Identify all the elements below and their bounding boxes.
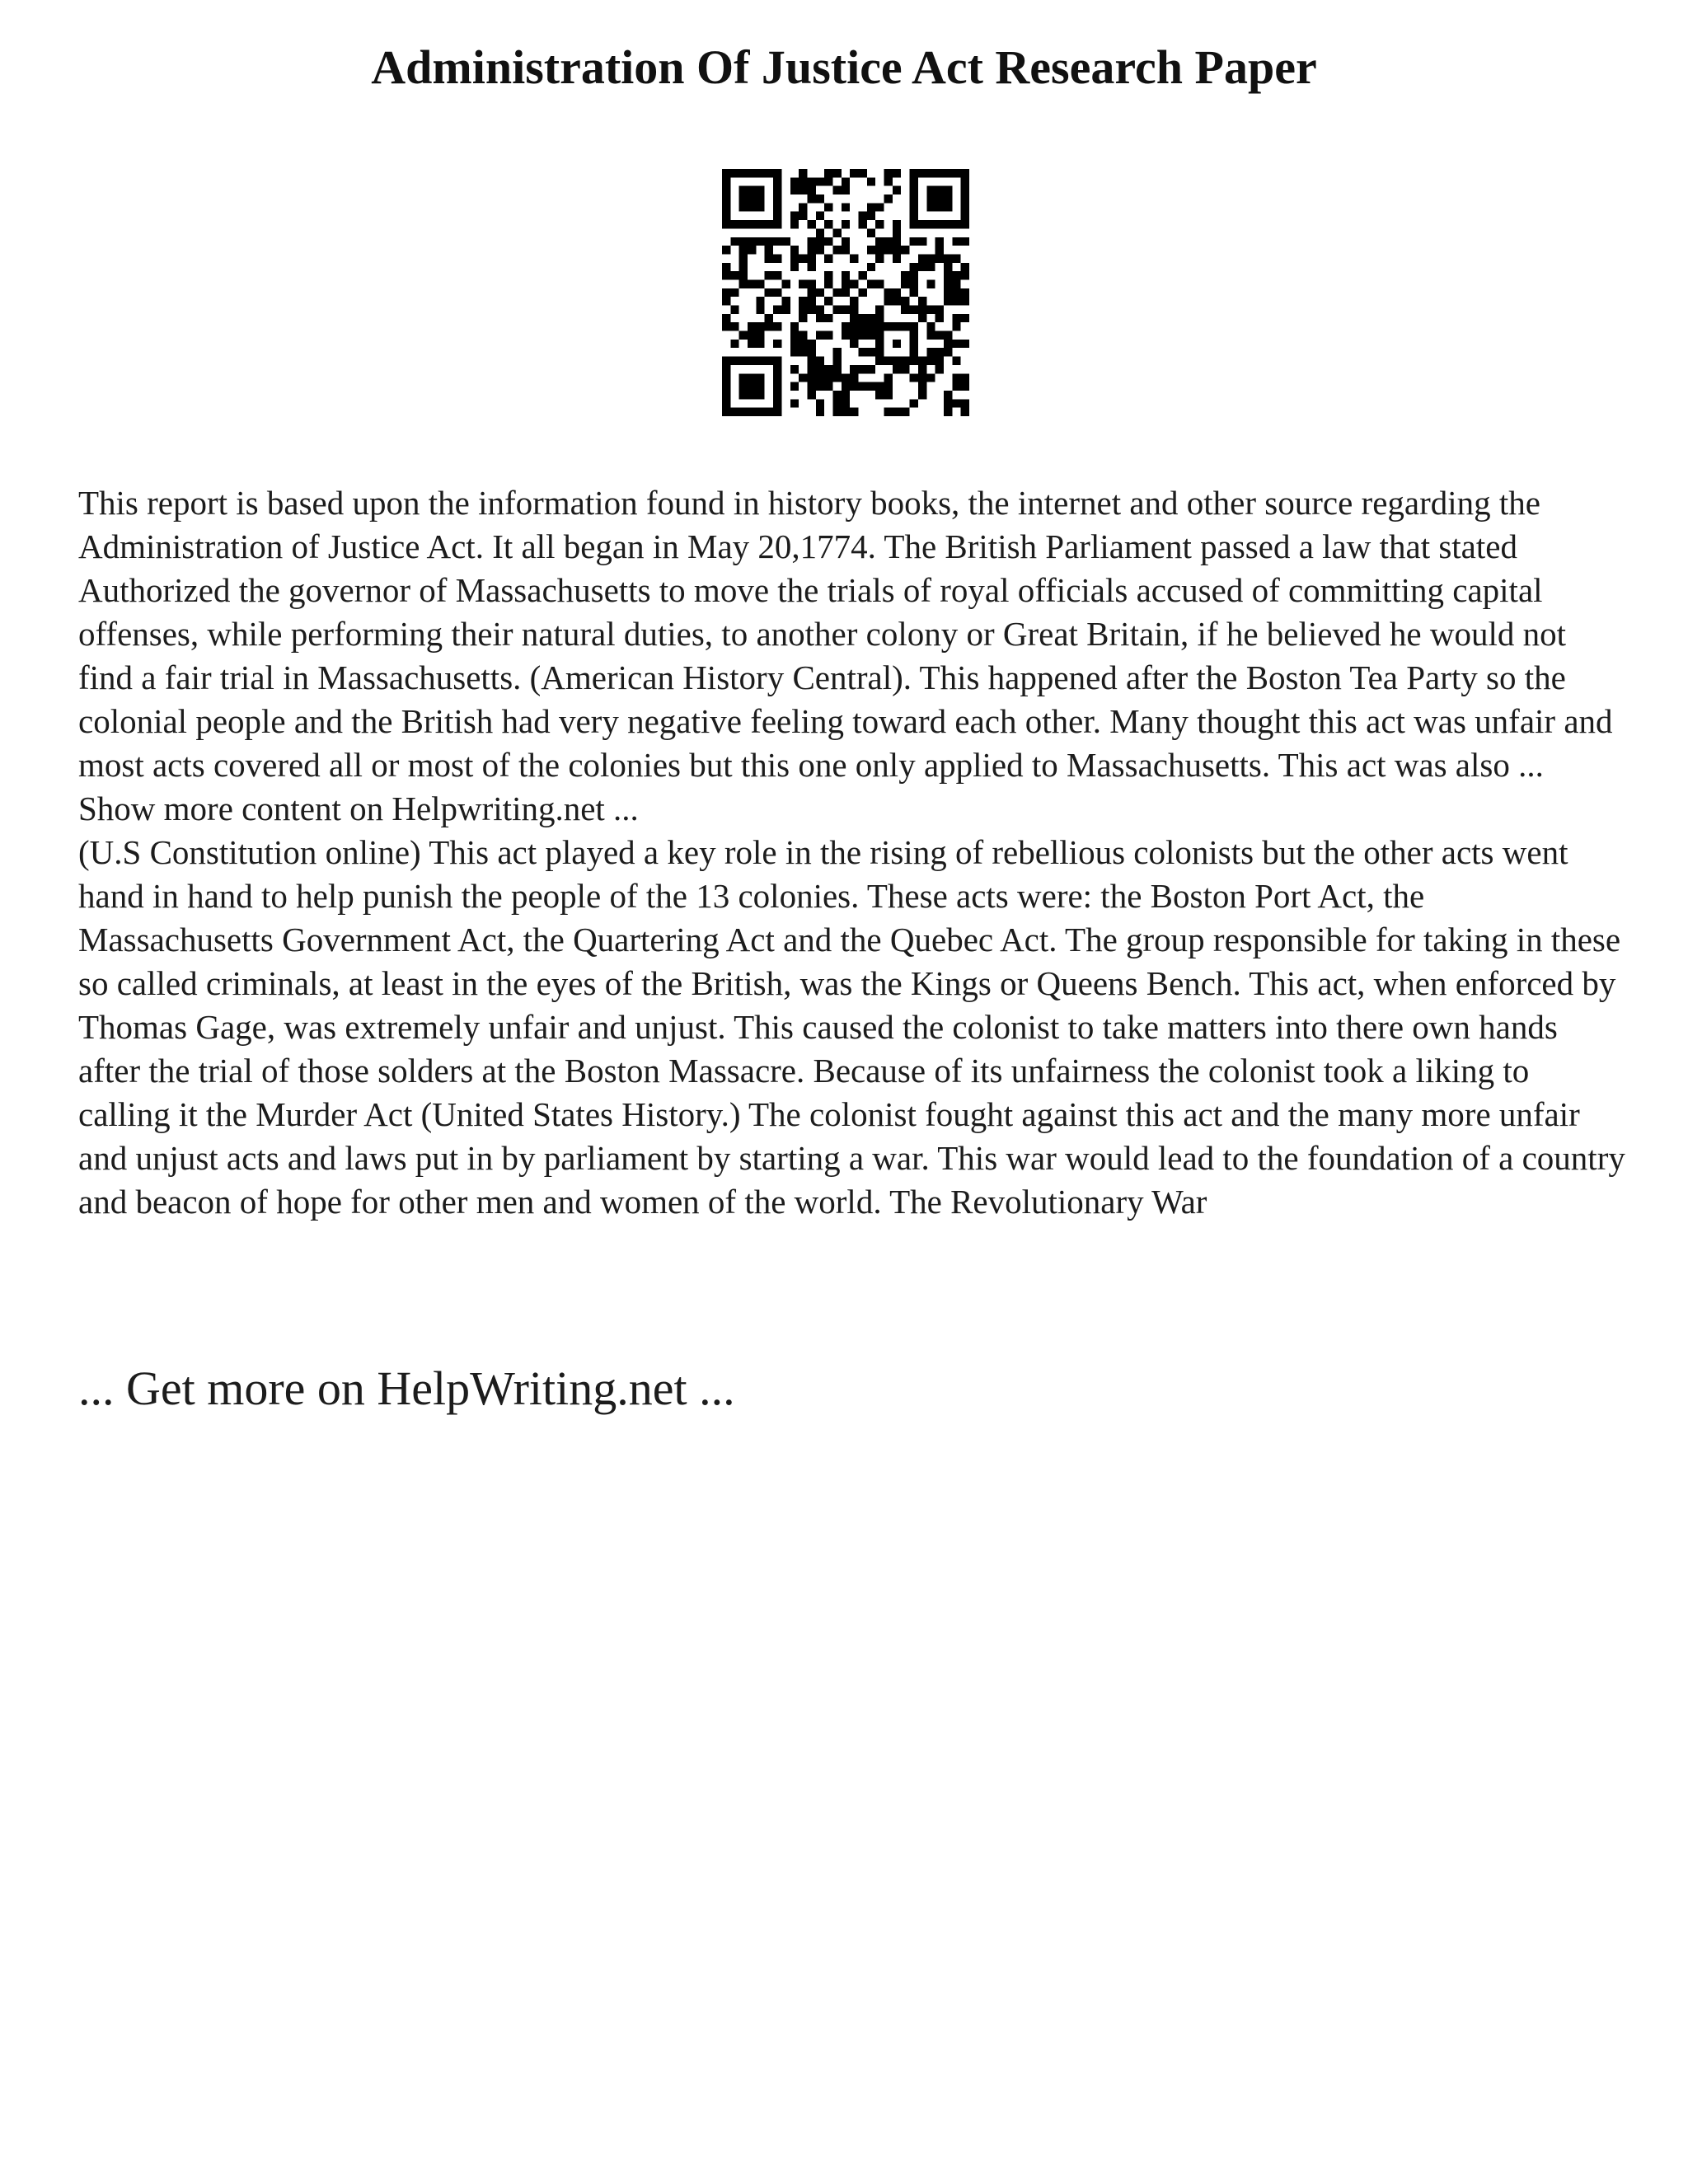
qr-code-icon [722, 169, 969, 416]
page-title: Administration Of Justice Act Research Paper [371, 40, 1317, 94]
get-more-link[interactable]: ... Get more on HelpWriting.net ... [78, 1361, 735, 1415]
paragraph-1: This report is based upon the information found in history books, the internet and other source regarding the Administration of Justice Act. It all began in May 20,1774. The British Parliament passed a law that stated Authorized the governor of Massachusetts to move the trials of royal officials accused of committing capital offenses, while performing their natural duties, to another colony or Great Britain, if he believed he would not find a fair trial in Massachusetts. (American History Central). This happened after the Boston Tea Party so the colonial people and the British had very negative feeling toward each other. Many thought this act was unfair and most acts covered all or most of the colonies but this one only applied to Massachusetts. This act was also ... Show more content on Helpwriting.net ... [78, 484, 1613, 827]
paragraph-2: (U.S Constitution online) This act played a key role in the rising of rebellious colonists but the other acts went hand in hand to help punish the people of the 13 colonies. These acts were: the Boston Port Act, the Massachusetts Government Act, the Quartering Act and the Quebec Act. The group responsible for taking in these so called criminals, at least in the eyes of the British, was the Kings or Queens Bench. This act, when enforced by Thomas Gage, was extremely unfair and unjust. This caused the colonist to take matters into there own hands after the trial of those solders at the Boston Massacre. Because of its unfairness the colonist took a liking to calling it the Murder Act (United States History.) The colonist fought against this act and the many more unfair and unjust acts and laws put in by parliament by starting a war. This war would lead to the foundation of a country and beacon of hope for other men and women of the world. The Revolutionary War [78, 833, 1625, 1221]
article-body [78, 481, 1628, 1224]
